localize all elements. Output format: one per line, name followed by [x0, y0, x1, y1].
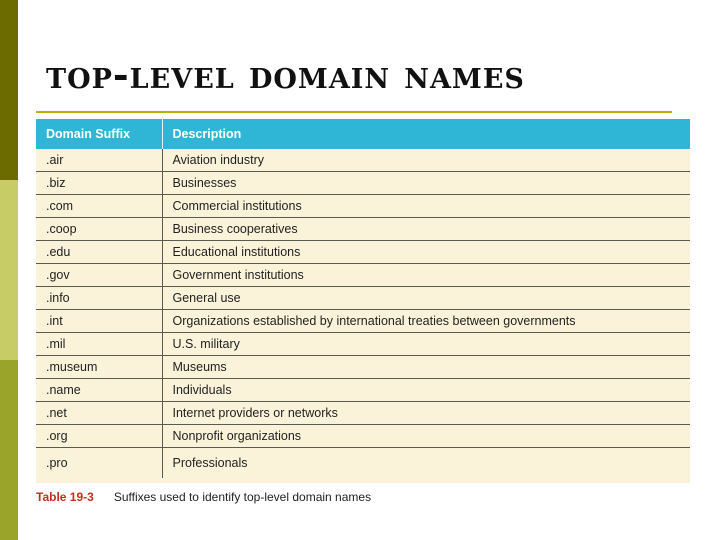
caption-text: Suffixes used to identify top-level domain names — [113, 490, 372, 504]
suffix-cell: .museum — [36, 356, 162, 379]
suffix-cell: .int — [36, 310, 162, 333]
table-header-row — [36, 119, 690, 149]
description-cell: Individuals — [162, 379, 690, 402]
description-cell: Nonprofit organizations — [162, 425, 690, 448]
table-row — [36, 287, 690, 310]
sidebar-band-middle — [0, 180, 18, 360]
description-cell: Professionals — [172, 456, 248, 470]
description-cell: Museums — [162, 356, 690, 379]
table-row — [36, 379, 690, 402]
header-description: Description — [162, 119, 690, 149]
table-row — [36, 218, 690, 241]
header-domain-suffix: Domain Suffix — [36, 119, 162, 149]
description-cell: Aviation industry — [162, 149, 690, 172]
table-row — [36, 425, 690, 448]
description-cell: Organizations established by international treaties between governments — [162, 310, 690, 333]
sidebar-band-top — [0, 0, 18, 180]
description-cell: Internet providers or networks — [162, 402, 690, 425]
suffix-cell: .name — [36, 379, 162, 402]
table-row — [36, 195, 690, 218]
suffix-cell: .coop — [36, 218, 162, 241]
table-row — [36, 310, 690, 333]
table-row — [36, 149, 690, 172]
domain-table-container — [36, 119, 690, 483]
suffix-cell: .info — [36, 287, 162, 310]
slide-title: top-level domain names — [46, 52, 525, 97]
domain-table — [36, 119, 690, 478]
title-underline — [36, 111, 672, 113]
description-cell: General use — [162, 287, 690, 310]
description-cell: Educational institutions — [162, 241, 690, 264]
table-row — [36, 172, 690, 195]
caption-label: Table 19-3 — [36, 490, 94, 504]
description-cell: Business cooperatives — [162, 218, 690, 241]
table-caption — [36, 490, 371, 504]
table-row — [36, 264, 690, 287]
suffix-cell: .net — [36, 402, 162, 425]
table-row — [36, 448, 690, 479]
suffix-cell: .gov — [36, 264, 162, 287]
sidebar-band-bottom — [0, 360, 18, 540]
table-row — [36, 356, 690, 379]
suffix-cell: .org — [36, 425, 162, 448]
description-cell: Commercial institutions — [162, 195, 690, 218]
description-cell: U.S. military — [162, 333, 690, 356]
suffix-cell: .pro — [36, 448, 162, 479]
suffix-cell: .mil — [36, 333, 162, 356]
description-cell: Businesses — [162, 172, 690, 195]
suffix-cell: .biz — [36, 172, 162, 195]
suffix-cell: .edu — [36, 241, 162, 264]
description-cell: Government institutions — [162, 264, 690, 287]
table-row — [36, 333, 690, 356]
table-row — [36, 402, 690, 425]
table-row — [36, 241, 690, 264]
suffix-cell: .com — [36, 195, 162, 218]
suffix-cell: .air — [36, 149, 162, 172]
